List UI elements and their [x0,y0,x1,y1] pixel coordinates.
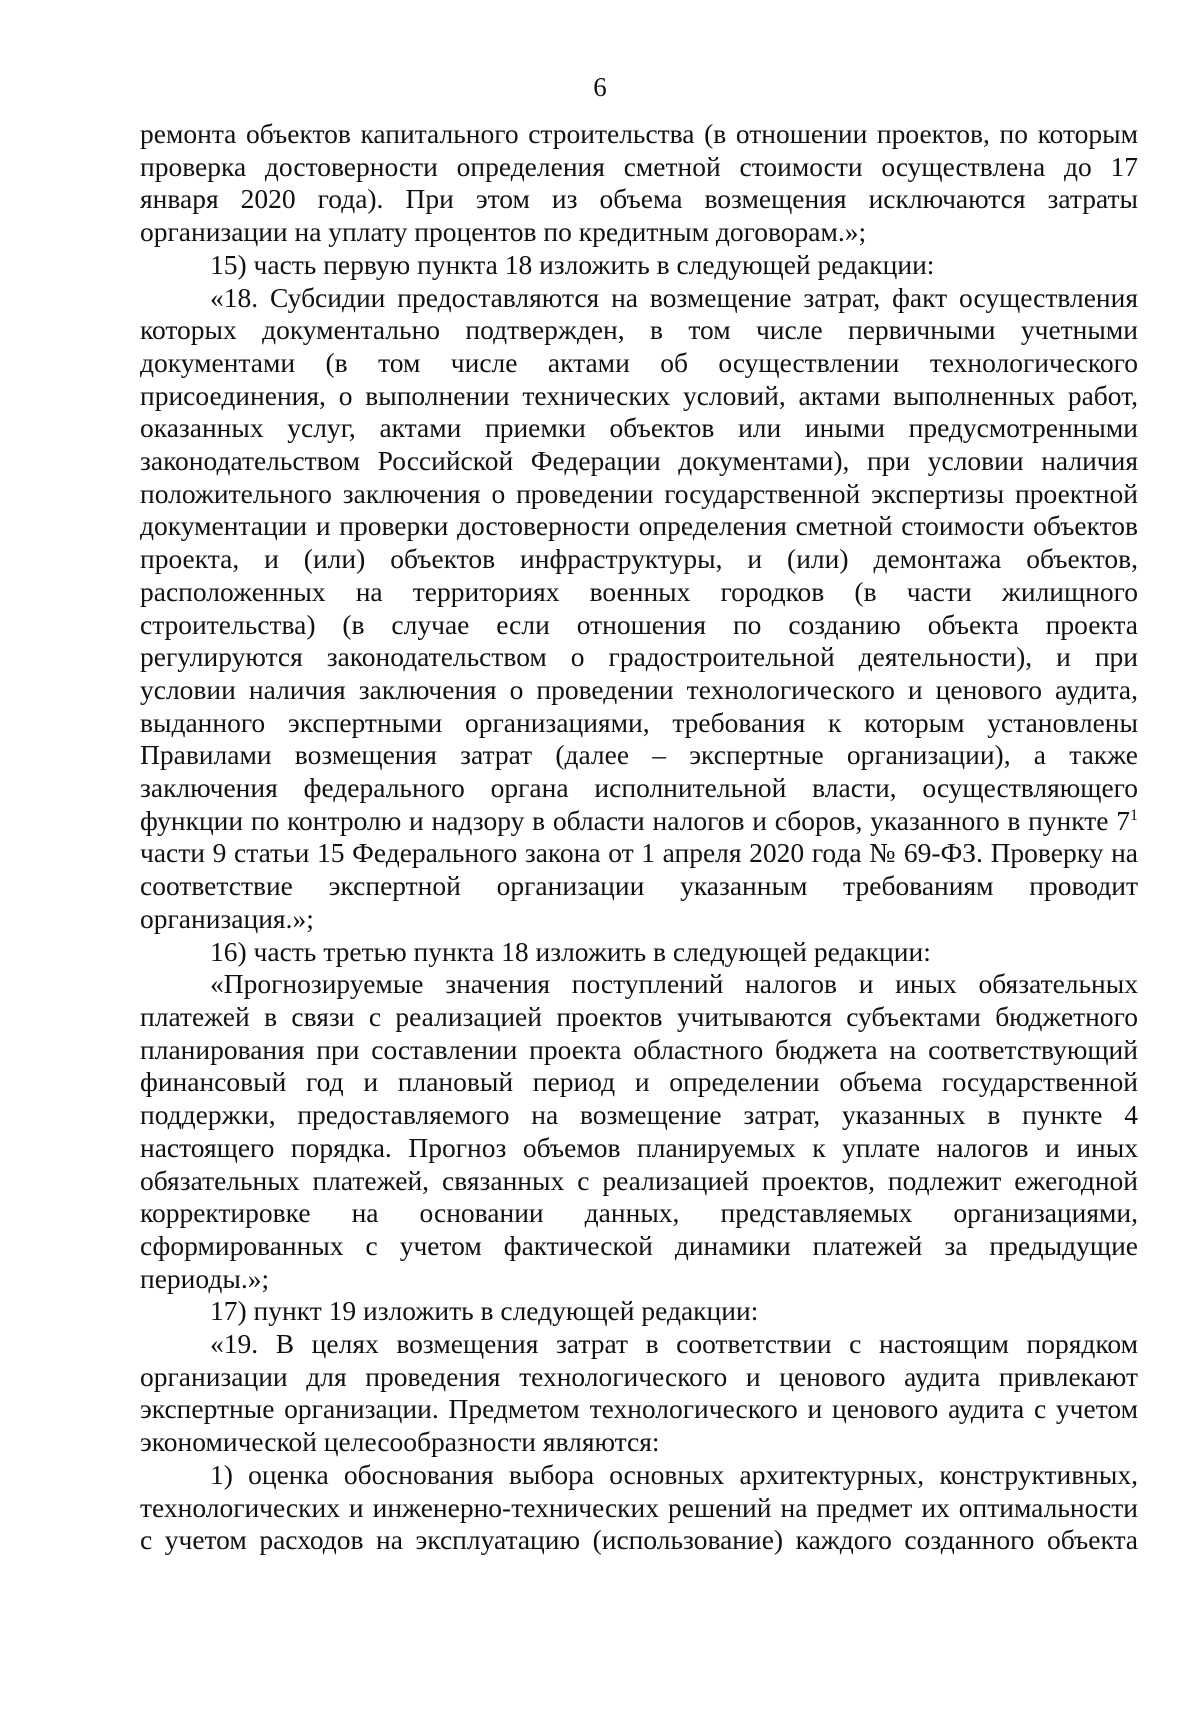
paragraph-item-17: 17) пункт 19 изложить в следующей редакции: [210,1295,759,1327]
document-body [140,118,1138,1557]
footnote-superscript: 1 [1130,806,1138,824]
paragraph-subitem-1: 1) оценка обоснования выбора основных архитектурных, конструктивных, технологических и инженерно-технических решений на предмет их оптимальности с учетом расходов на эксплуатацию (использование) каждого созданного объекта [140,1458,1138,1556]
paragraph-item-15: 15) часть первую пункта 18 изложить в следующей редакции: [210,248,935,280]
paragraph-forecast: «Прогнозируемые значения поступлений налогов и иных обязательных платежей в связи с реализацией проектов учитываются субъектами бюджетного планирования при составлении проекта областного бюджета на соответствующий финансовый год и плановый период и определении объема государственной поддержки, предоставляемого на возмещение затрат, указанных в пункте 4 настоящего порядка. Прогноз объемов планируемых к уплате налогов и иных обязательных платежей, связанных с реализацией проектов, подлежит ежегодной корректировке на основании данных, представляемых организациями, сформированных с учетом фактической динамики платежей за предыдущие периоды.»; [140,968,1138,1294]
clause-18-text: «18. Субсидии предоставляются на возмещение затрат, факт осуществления которых документально подтвержден, в том числе первичными учетными документами (в том числе актами об осуществлении технологического присоединения, о выполнении технических условий, актами выполненных работ, оказанных услуг, актами приемки объектов или иными предусмотренными законодательством Российской Федерации документами), при условии наличия положительного заключения о проведении государственной экспертизы проектной документации и проверки достоверности определения сметной стоимости объектов проекта, и (или) объектов инфраструктуры, и (или) демонтажа объектов, расположенных на территориях военных городков (в части жилищного строительства) (в случае если отношения по созданию объекта проекта регулируются законодательством о градостроительной деятельности), и при условии наличия заключения о проведении технологического и ценового аудита, выданного экспертными организациями, требования к которым установлены Правилами возмещения затрат (далее – экспертные организации), а также заключения федерального органа исполнительной власти, осуществляющего функции по контролю и надзору в области налогов и сборов, указанного в пункте 7 [140,281,1138,836]
paragraph-item-16: 16) часть третью пункта 18 изложить в следующей редакции: [210,935,931,967]
clause-18-text-continued: части 9 статьи 15 Федерального закона от 1 апреля 2020 года № 69-ФЗ. Проверку на соответствие экспертной организации указанным требованиям проводит организация.»; [140,837,1138,934]
page-number: 6 [593,72,607,102]
paragraph-clause-19: «19. В целях возмещения затрат в соответствии с настоящим порядком организации для проведения технологического и ценового аудита привлекают экспертные организации. Предметом технологического и ценового аудита с учетом экономической целесообразности являются: [140,1328,1138,1458]
paragraph-clause-18 [140,282,1138,936]
paragraph-continuation: ремонта объектов капитального строительства (в отношении проектов, по которым проверка достоверности определения сметной стоимости осуществлена до 17 января 2020 года). При этом из объема возмещения исключаются затраты организации на уплату процентов по кредитным договорам.»; [140,118,1138,248]
